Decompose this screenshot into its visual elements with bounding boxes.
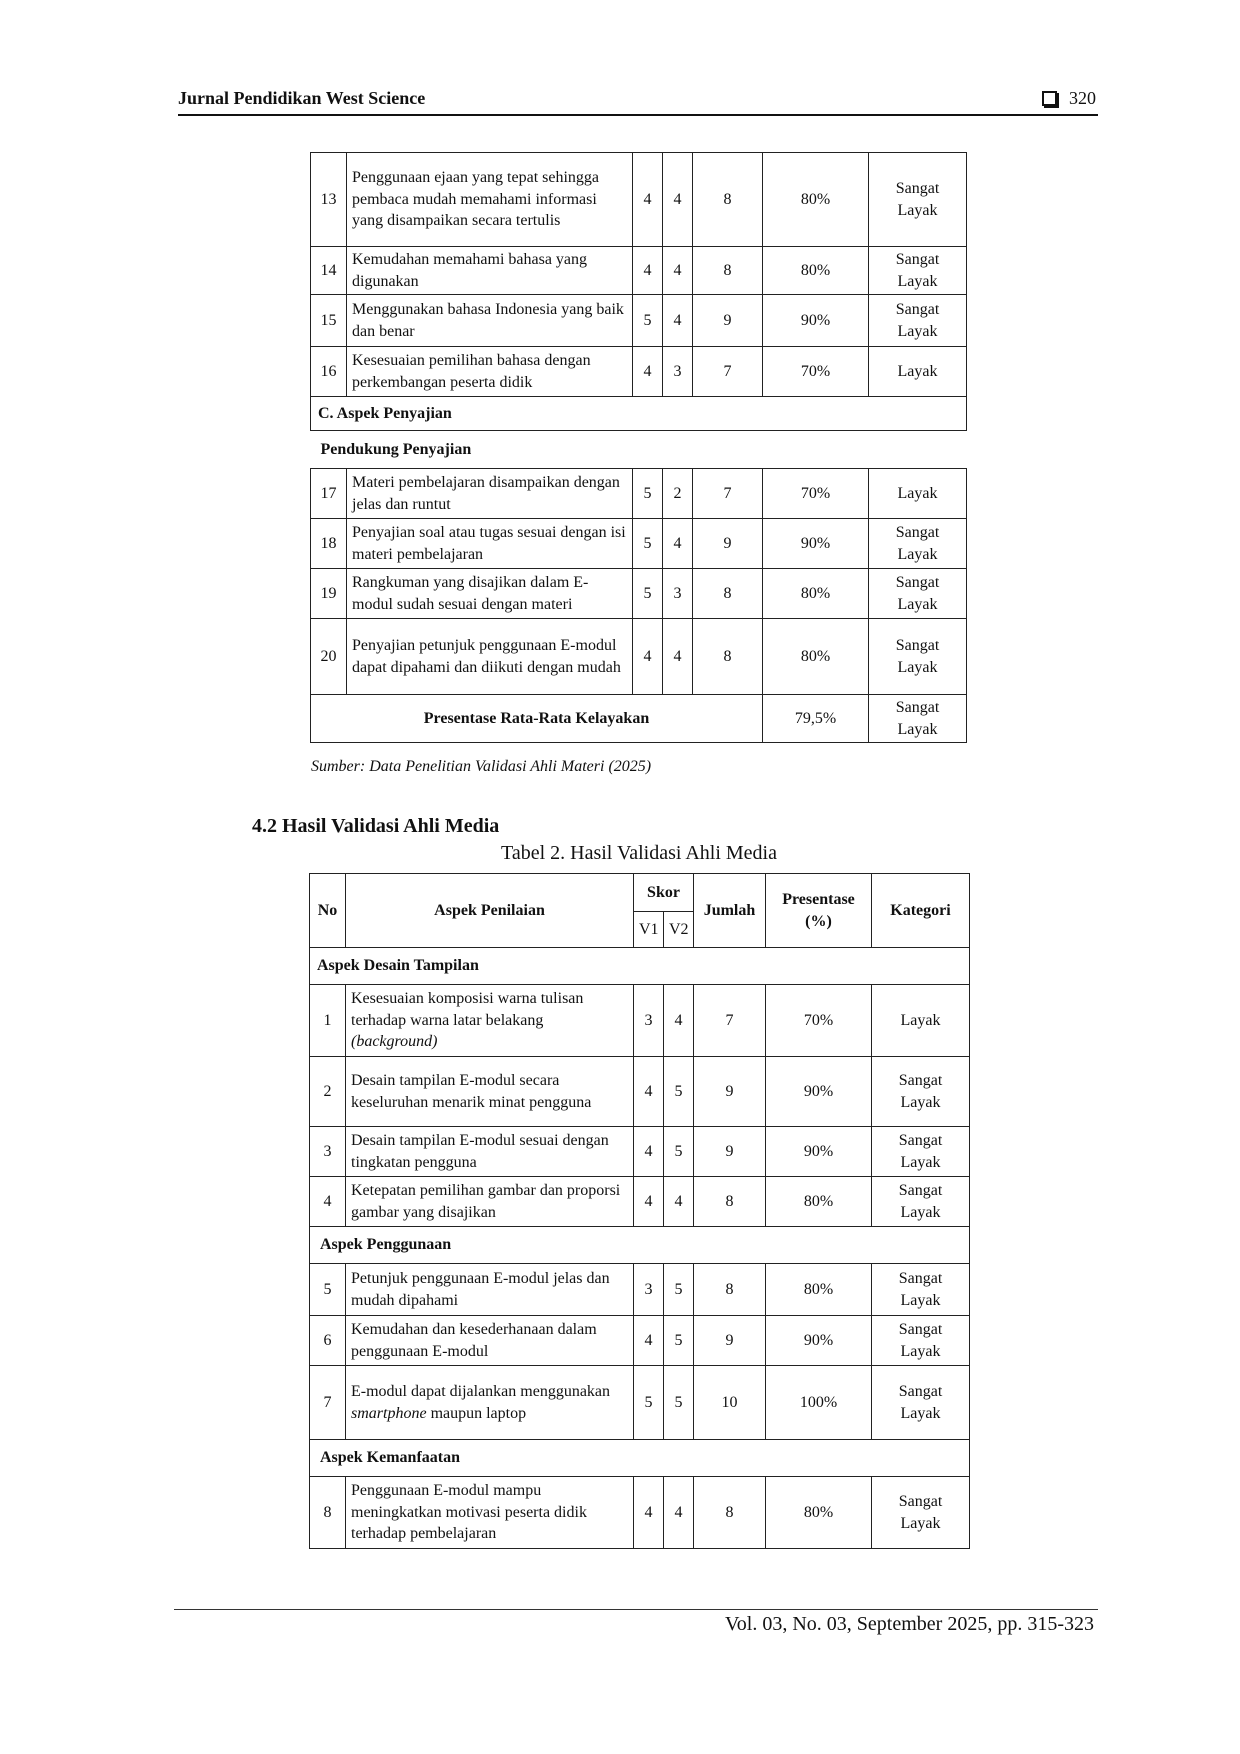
cell-jumlah: 8: [693, 153, 763, 247]
cell-kategori: Sangat Layak: [869, 247, 967, 295]
cell-aspek: [346, 1366, 634, 1440]
table-row: [311, 295, 967, 347]
cell-jumlah: 7: [693, 469, 763, 519]
cell-persen: 100%: [766, 1366, 872, 1440]
cell-persen: 80%: [763, 569, 869, 619]
section-row: [311, 431, 967, 469]
cell-persen: 90%: [763, 519, 869, 569]
cell-v1: 5: [633, 295, 663, 347]
aspek-italic: smartphone: [351, 1404, 427, 1422]
table-caption: Tabel 2. Hasil Validasi Ahli Media: [501, 842, 777, 864]
cell-jumlah: 9: [694, 1127, 766, 1177]
page-number: [1042, 88, 1096, 109]
cell-aspek: Desain tampilan E-modul sesuai dengan tingkatan pengguna: [346, 1127, 634, 1177]
cell-aspek: Penggunaan E-modul mampu meningkatkan motivasi peserta didik terhadap pembelajaran: [346, 1477, 634, 1549]
average-kategori: Sangat Layak: [869, 695, 967, 743]
section-title: Aspek Kemanfaatan: [310, 1440, 970, 1477]
cell-jumlah: 9: [693, 295, 763, 347]
table-row: [310, 1366, 970, 1440]
cell-v2: 5: [664, 1127, 694, 1177]
cell-v2: 2: [663, 469, 693, 519]
cell-kategori: Sangat Layak: [872, 1057, 970, 1127]
cell-jumlah: 8: [694, 1177, 766, 1227]
cell-kategori: Sangat Layak: [869, 295, 967, 347]
cell-jumlah: 9: [693, 519, 763, 569]
cell-jumlah: 7: [693, 347, 763, 397]
subsection-title: Pendukung Penyajian: [311, 431, 967, 469]
cell-kategori: Sangat Layak: [872, 1316, 970, 1366]
table-row: [311, 519, 967, 569]
cell-kategori: Layak: [872, 985, 970, 1057]
header-kategori: Kategori: [872, 874, 970, 948]
cell-no: 2: [310, 1057, 346, 1127]
table-row: [311, 569, 967, 619]
cell-aspek: Kesesuaian pemilihan bahasa dengan perkembangan peserta didik: [347, 347, 633, 397]
header-jumlah: Jumlah: [694, 874, 766, 948]
cell-v2: 5: [664, 1264, 694, 1316]
cell-jumlah: 8: [693, 619, 763, 695]
table-row: [311, 247, 967, 295]
cell-no: 4: [310, 1177, 346, 1227]
cell-no: 7: [310, 1366, 346, 1440]
cell-no: 1: [310, 985, 346, 1057]
cell-persen: 90%: [766, 1316, 872, 1366]
header-no: No: [310, 874, 346, 948]
cell-persen: 70%: [763, 469, 869, 519]
cell-v2: 3: [663, 347, 693, 397]
aspek-italic: (background): [351, 1033, 438, 1051]
cell-v1: 4: [634, 1127, 664, 1177]
cell-aspek: Kemudahan memahami bahasa yang digunakan: [347, 247, 633, 295]
cell-v1: 4: [634, 1057, 664, 1127]
cell-jumlah: 9: [694, 1316, 766, 1366]
cell-jumlah: 9: [694, 1057, 766, 1127]
cell-jumlah: 8: [693, 247, 763, 295]
cell-no: 5: [310, 1264, 346, 1316]
table-materi-continued: [310, 152, 967, 743]
square-icon: [1042, 91, 1057, 106]
cell-no: 20: [311, 619, 347, 695]
table-row: [310, 1057, 970, 1127]
section-title: Aspek Desain Tampilan: [310, 948, 970, 985]
cell-v2: 4: [663, 153, 693, 247]
table-row: [311, 469, 967, 519]
average-label: Presentase Rata-Rata Kelayakan: [311, 695, 763, 743]
cell-persen: 80%: [766, 1177, 872, 1227]
section-row: [310, 1440, 970, 1477]
cell-no: 17: [311, 469, 347, 519]
cell-persen: 80%: [763, 153, 869, 247]
cell-aspek: [346, 985, 634, 1057]
aspek-text: E-modul dapat dijalankan menggunakan: [351, 1382, 611, 1400]
cell-persen: 70%: [766, 985, 872, 1057]
section-row: [310, 1227, 970, 1264]
cell-jumlah: 10: [694, 1366, 766, 1440]
cell-kategori: Layak: [869, 347, 967, 397]
cell-no: 15: [311, 295, 347, 347]
header-presentase: Presentase (%): [766, 874, 872, 948]
cell-aspek: Menggunakan bahasa Indonesia yang baik dan benar: [347, 295, 633, 347]
header-skor: Skor: [634, 874, 694, 912]
cell-v1: 4: [634, 1477, 664, 1549]
cell-v1: 3: [634, 1264, 664, 1316]
table-row: [311, 347, 967, 397]
cell-v1: 4: [634, 1316, 664, 1366]
cell-aspek: Penyajian soal atau tugas sesuai dengan isi materi pembelajaran: [347, 519, 633, 569]
section-title: C. Aspek Penyajian: [311, 397, 967, 431]
cell-no: 16: [311, 347, 347, 397]
section-title: Aspek Penggunaan: [310, 1227, 970, 1264]
journal-name: Jurnal Pendidikan West Science: [178, 88, 426, 108]
table-row: [310, 1264, 970, 1316]
cell-persen: 90%: [763, 295, 869, 347]
cell-aspek: Rangkuman yang disajikan dalam E-modul sudah sesuai dengan materi: [347, 569, 633, 619]
cell-kategori: Sangat Layak: [869, 153, 967, 247]
average-value: 79,5%: [763, 695, 869, 743]
section-row: [310, 948, 970, 985]
cell-v2: 4: [663, 295, 693, 347]
cell-v1: 5: [633, 519, 663, 569]
cell-v2: 4: [664, 1177, 694, 1227]
table-source-note: Sumber: Data Penelitian Validasi Ahli Materi (2025): [311, 758, 652, 775]
cell-v1: 4: [633, 619, 663, 695]
cell-jumlah: 8: [694, 1477, 766, 1549]
footer-divider: [174, 1609, 1098, 1610]
footer-citation: Vol. 03, No. 03, September 2025, pp. 315-323: [724, 1613, 1094, 1635]
cell-no: 19: [311, 569, 347, 619]
table-row: [310, 1177, 970, 1227]
header-v1: V1: [634, 912, 664, 948]
cell-persen: 80%: [763, 619, 869, 695]
cell-aspek: Penggunaan ejaan yang tepat sehingga pembaca mudah memahami informasi yang disampaikan secara tertulis: [347, 153, 633, 247]
cell-no: 13: [311, 153, 347, 247]
cell-persen: 80%: [766, 1264, 872, 1316]
cell-persen: 90%: [766, 1127, 872, 1177]
cell-v2: 4: [664, 1477, 694, 1549]
header-v2: V2: [664, 912, 694, 948]
cell-aspek: Kemudahan dan kesederhanaan dalam penggunaan E-modul: [346, 1316, 634, 1366]
aspek-text: maupun laptop: [430, 1404, 527, 1422]
cell-aspek: Ketepatan pemilihan gambar dan proporsi gambar yang disajikan: [346, 1177, 634, 1227]
cell-no: 18: [311, 519, 347, 569]
cell-kategori: Sangat Layak: [872, 1477, 970, 1549]
aspek-text: Kesesuaian komposisi warna tulisan terhadap warna latar belakang: [351, 990, 584, 1029]
cell-v2: 4: [663, 619, 693, 695]
cell-v2: 5: [664, 1316, 694, 1366]
table-row: [310, 1477, 970, 1549]
cell-persen: 90%: [766, 1057, 872, 1127]
cell-kategori: Sangat Layak: [872, 1177, 970, 1227]
header-row: [310, 874, 970, 912]
cell-v2: 4: [663, 519, 693, 569]
cell-no: 8: [310, 1477, 346, 1549]
cell-persen: 80%: [763, 247, 869, 295]
cell-persen: 80%: [766, 1477, 872, 1549]
section-heading: 4.2 Hasil Validasi Ahli Media: [252, 815, 500, 837]
cell-aspek: Desain tampilan E-modul secara keseluruhan menarik minat pengguna: [346, 1057, 634, 1127]
cell-kategori: Layak: [869, 469, 967, 519]
cell-kategori: Sangat Layak: [869, 569, 967, 619]
cell-v1: 3: [634, 985, 664, 1057]
table-row: [311, 153, 967, 247]
cell-kategori: Sangat Layak: [872, 1127, 970, 1177]
page-number-text: 320: [1069, 88, 1096, 108]
cell-v2: 3: [663, 569, 693, 619]
cell-kategori: Sangat Layak: [872, 1366, 970, 1440]
cell-jumlah: 8: [693, 569, 763, 619]
table-row: [311, 619, 967, 695]
cell-v1: 5: [634, 1366, 664, 1440]
cell-kategori: Sangat Layak: [869, 519, 967, 569]
cell-jumlah: 7: [694, 985, 766, 1057]
cell-v2: 4: [664, 985, 694, 1057]
cell-kategori: Sangat Layak: [872, 1264, 970, 1316]
cell-v2: 4: [663, 247, 693, 295]
section-row: [311, 397, 967, 431]
cell-v1: 4: [634, 1177, 664, 1227]
table-row: [310, 985, 970, 1057]
header-aspek: Aspek Penilaian: [346, 874, 634, 948]
cell-v1: 4: [633, 153, 663, 247]
cell-aspek: Penyajian petunjuk penggunaan E-modul dapat dipahami dan diikuti dengan mudah: [347, 619, 633, 695]
table-row: [310, 1127, 970, 1177]
cell-no: 3: [310, 1127, 346, 1177]
cell-aspek: Petunjuk penggunaan E-modul jelas dan mudah dipahami: [346, 1264, 634, 1316]
cell-kategori: Sangat Layak: [869, 619, 967, 695]
cell-aspek: Materi pembelajaran disampaikan dengan jelas dan runtut: [347, 469, 633, 519]
running-header: [178, 84, 1098, 116]
cell-v1: 4: [633, 347, 663, 397]
cell-v1: 5: [633, 469, 663, 519]
cell-no: 6: [310, 1316, 346, 1366]
cell-v1: 5: [633, 569, 663, 619]
cell-v1: 4: [633, 247, 663, 295]
average-row: [311, 695, 967, 743]
table-row: [310, 1316, 970, 1366]
cell-v2: 5: [664, 1366, 694, 1440]
table-validasi-media: [309, 873, 970, 1549]
cell-jumlah: 8: [694, 1264, 766, 1316]
cell-v2: 5: [664, 1057, 694, 1127]
cell-persen: 70%: [763, 347, 869, 397]
cell-no: 14: [311, 247, 347, 295]
